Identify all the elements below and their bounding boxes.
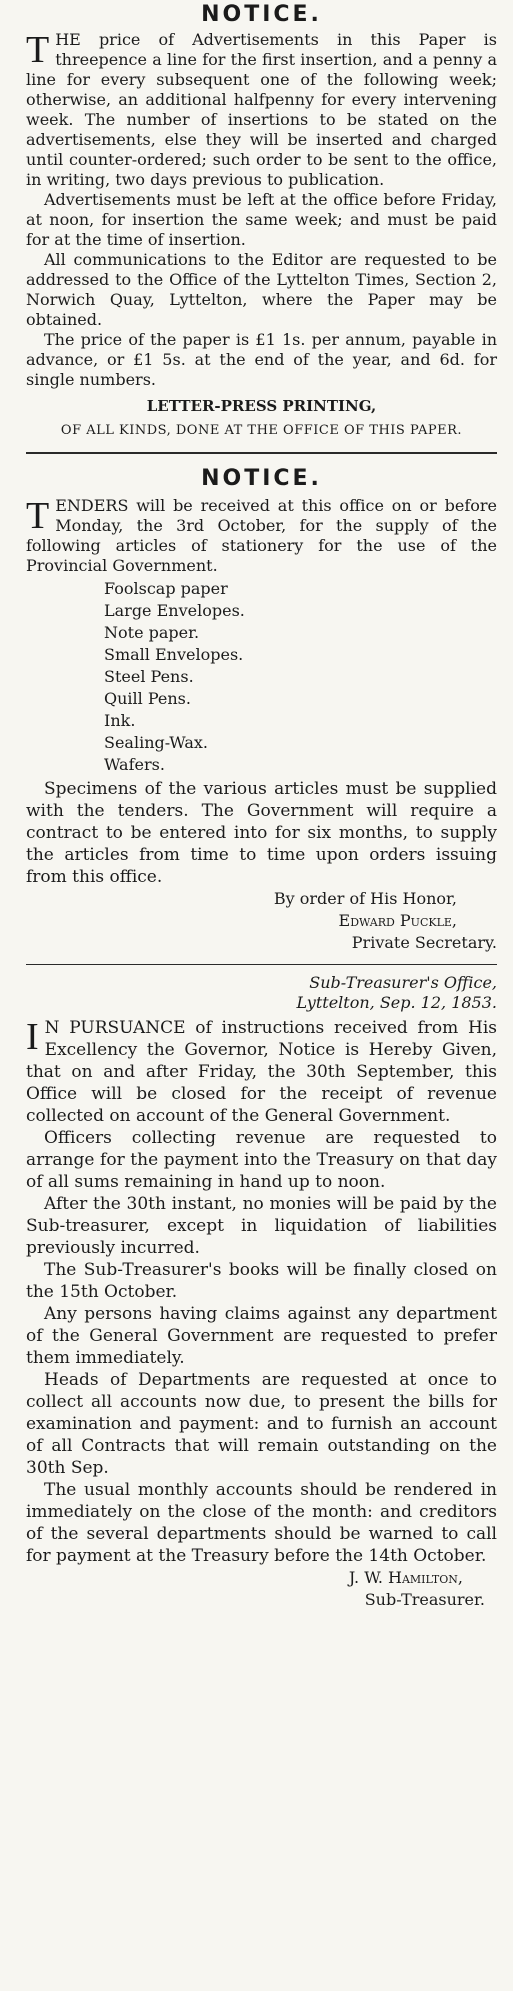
signature-order: By order of His Honor, [273,889,457,908]
notice-heading: NOTICE. [201,2,322,27]
claims-paragraph: Any persons having claims against any department of the General Government are requested to prefer them immediately. [26,1304,497,1368]
signature-name: Edward Puckle, [338,911,457,930]
heads-of-departments-paragraph: Heads of Departments are requested at once to collect all accounts now due, to present the bills for examination and payment: and to furnish an account of all Contracts that will remain outstanding on the 30th Sep. [26,1370,497,1478]
signature-title: Sub-Treasurer. [364,1590,485,1609]
signature-title: Private Secretary. [351,933,497,952]
paper-price-paragraph: The price of the paper is £1 1s. per annum, payable in advance, or £1 5s. at the end of the year, and 6d. for single numbers. [26,330,497,389]
signature-block [26,888,497,954]
drop-cap: I [26,1016,39,1058]
list-item: Quill Pens. [104,689,191,708]
notice-heading: NOTICE. [201,466,322,491]
advertising-rates-text: HE price of Advertisements in this Paper is threepence a line for the first insertion, and a penny a line for every subsequent one of the following week; otherwise, an additional halfpenny for every intervening week. The number of insertions to be stated on the advertisements, else they will be inserted and charged until counter-ordered; such order to be sent to the office, in writing, two days previous to publication. [26,30,497,189]
pursuance-paragraph [26,1017,497,1127]
books-paragraph: The Sub-Treasurer's books will be finally closed on the 15th October. [26,1260,497,1302]
section-divider [26,452,497,454]
officers-paragraph: Officers collecting revenue are requested to arrange for the payment into the Treasury on that day of all sums remaining in hand up to noon. [26,1128,497,1192]
stationery-list [26,578,497,776]
sub-treasurer-notice [26,973,497,1611]
tenders-notice [26,466,497,954]
section-divider [26,964,497,965]
monthly-accounts-paragraph: The usual monthly accounts should be rendered in immediately on the close of the month: and creditors of the several departments should be warned to call for payment at the Treasury before the 14th October. [26,1480,497,1566]
printing-subtitle: OF ALL KINDS, DONE AT THE OFFICE OF THIS PAPER. [60,423,463,438]
tenders-intro-paragraph [26,496,497,576]
specimens-paragraph: Specimens of the various articles must be supplied with the tenders. The Government will require a contract to be entered into for six months, to supply the articles from time to time upon orders issuing from this office. [26,779,497,887]
list-item: Steel Pens. [104,667,194,686]
advertising-notice [26,0,497,440]
office-line: Sub-Treasurer's Office, [309,973,497,992]
pursuance-text: N PURSUANCE of instructions received from His Excellency the Governor, Notice is Hereby Given, that on and after Friday, the 30th September, this Office will be closed for the receipt of revenue collected on account of the General Government. [26,1018,497,1126]
list-item: Foolscap paper [104,579,228,598]
tenders-intro-text: ENDERS will be received at this office on or before Monday, the 3rd October, for the supply of the following articles of stationery for the use of the Provincial Government. [26,496,497,575]
signature-block [26,1567,497,1611]
printing-title: LETTER-PRESS PRINTING, [146,397,377,415]
place-date-line: Lyttelton, Sep. 12, 1853. [296,993,497,1012]
list-item: Small Envelopes. [104,645,244,664]
list-item: Ink. [104,711,136,730]
drop-cap: T [26,29,50,71]
monies-paragraph: After the 30th instant, no monies will be paid by the Sub-treasurer, except in liquidation of liabilities previously incurred. [26,1194,497,1258]
list-item: Large Envelopes. [104,601,245,620]
drop-cap: T [26,495,50,537]
list-item: Wafers. [104,755,165,774]
deadline-paragraph: Advertisements must be left at the office before Friday, at noon, for insertion the same week; and must be paid for at the time of insertion. [26,190,497,249]
signature-name: J. W. Hamilton, [348,1568,463,1587]
list-item: Sealing-Wax. [104,733,208,752]
advertising-rates-paragraph [26,30,497,190]
editor-address-paragraph: All communications to the Editor are requested to be addressed to the Office of the Lyttelton Times, Section 2, Norwich Quay, Lyttelton, where the Paper may be obtained. [26,250,497,329]
list-item: Note paper. [104,623,200,642]
